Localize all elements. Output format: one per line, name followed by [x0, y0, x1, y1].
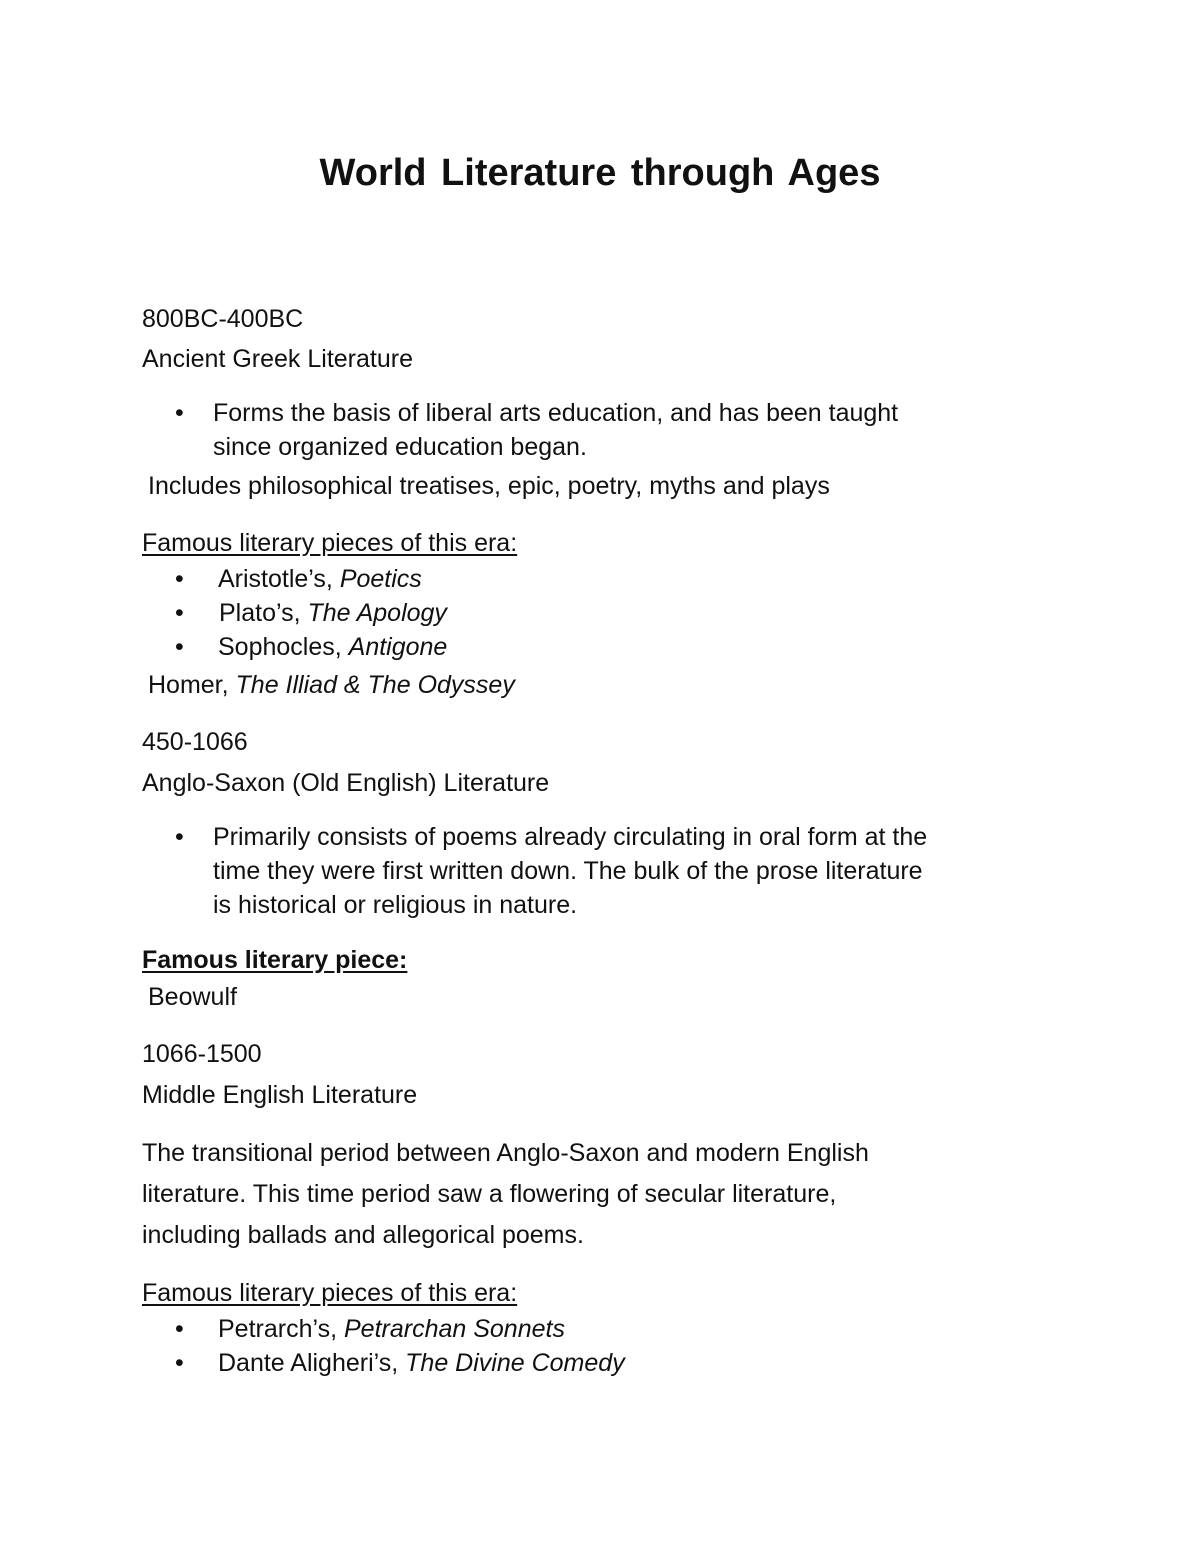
work-author: Petrarch’s, [218, 1315, 344, 1343]
famous-works-label: Famous literary pieces of this era: [142, 529, 518, 557]
bullet-text-line: Primarily consists of poems already circulating in oral form at the [213, 823, 928, 851]
work-text [218, 1312, 565, 1346]
work-text [218, 562, 422, 596]
page-title: World Literature through Ages [319, 152, 881, 194]
paragraph-line: including ballads and allegorical poems. [142, 1221, 584, 1249]
bullet-text-line: since organized education began. [213, 433, 587, 461]
work-author: Aristotle’s, [218, 565, 340, 593]
work-text [218, 1346, 625, 1380]
bullet-icon: • [175, 1349, 184, 1377]
bullet-icon: • [175, 633, 184, 661]
work-title: Poetics [339, 565, 422, 593]
work-title: The Divine Comedy [405, 1349, 625, 1377]
work-author: Sophocles, [218, 633, 349, 661]
section-name: Anglo-Saxon (Old English) Literature [142, 769, 550, 797]
work-text [219, 596, 447, 630]
work-author: Plato’s, [219, 599, 308, 627]
famous-works-label: Famous literary piece: [142, 946, 408, 974]
period-heading: 450-1066 [142, 728, 248, 756]
famous-works-label: Famous literary pieces of this era: [142, 1279, 518, 1307]
bullet-text-line: time they were first written down. The bulk of the prose literature [213, 857, 923, 885]
bullet-icon: • [175, 399, 184, 427]
period-heading: 1066-1500 [142, 1040, 262, 1068]
work-text [148, 668, 515, 702]
bullet-text-line: is historical or religious in nature. [213, 891, 578, 919]
bullet-icon: • [175, 1315, 184, 1343]
bullet-text-line: Forms the basis of liberal arts education, and has been taught [213, 399, 899, 427]
section-name: Ancient Greek Literature [142, 345, 413, 373]
bullet-icon: • [175, 599, 184, 627]
work-text [218, 630, 447, 664]
work-title: The Illiad & The Odyssey [235, 671, 515, 699]
work-title: The Apology [307, 599, 447, 627]
paragraph-line: literature. This time period saw a flowering of secular literature, [142, 1180, 837, 1208]
paragraph-line: The transitional period between Anglo-Saxon and modern English [142, 1139, 869, 1167]
bullet-icon: • [175, 565, 184, 593]
period-heading: 800BC-400BC [142, 305, 304, 333]
work-title: Antigone [348, 633, 448, 661]
bullet-icon: • [175, 823, 184, 851]
work-author: Homer, [148, 671, 236, 699]
work-author: Dante Aligheri’s, [218, 1349, 406, 1377]
work-text: Beowulf [148, 983, 237, 1011]
section-note: Includes philosophical treatises, epic, poetry, myths and plays [148, 472, 830, 500]
section-name: Middle English Literature [142, 1081, 418, 1109]
work-title: Petrarchan Sonnets [343, 1315, 565, 1343]
